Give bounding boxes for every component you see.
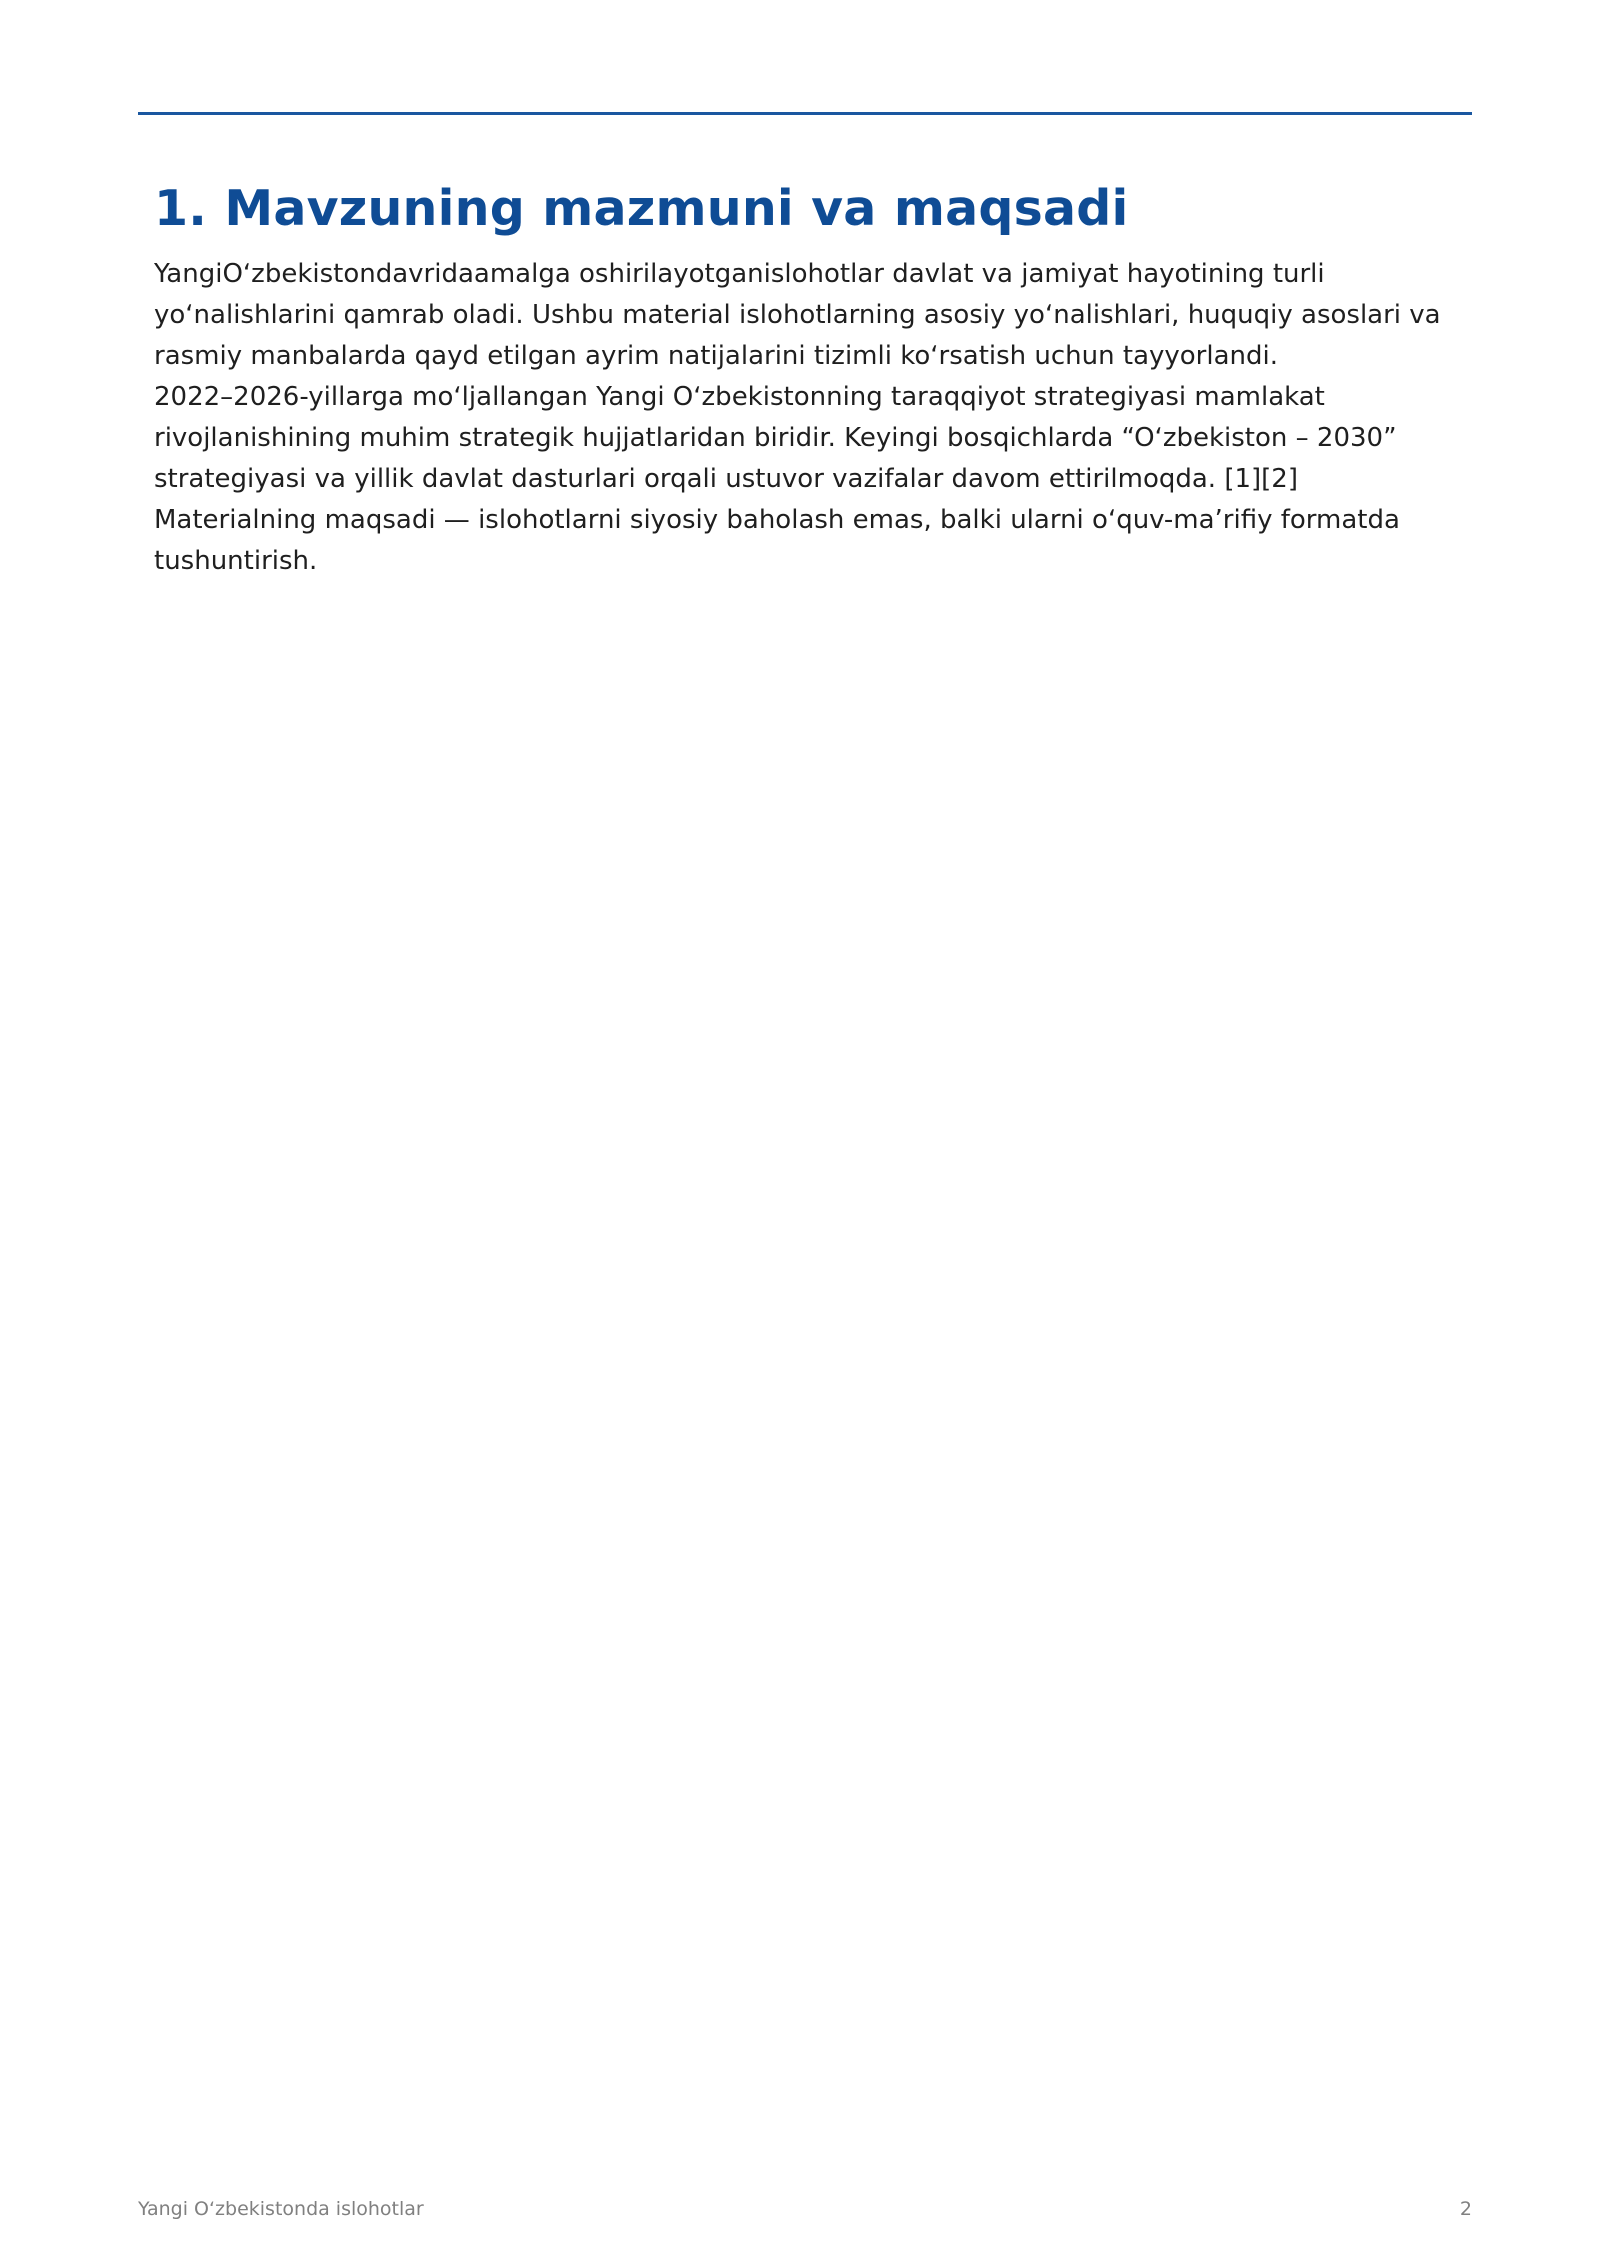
header-rule — [138, 112, 1472, 115]
paragraph-strategy: 2022–2026-yillarga moʻljallangan Yangi Oʻzbekistonning taraqqiyot strategiyasi mamlakat rivojlanishining muhim strategik hujjatlaridan biridir. Keyingi bosqichlarda “Oʻzbekiston – 2030” strategiyasi va yillik davlat dasturlari orqali ustuvor vazifalar davom ettirilmoqda. [1][2] — [154, 382, 1397, 494]
section-heading: 1. Mavzuning mazmuni va maqsadi — [154, 180, 1129, 237]
body-text — [154, 254, 1464, 582]
footer-title: Yangi Oʻzbekistonda islohotlar — [138, 2198, 424, 2220]
page-footer — [138, 2198, 1472, 2228]
paragraph-intro: YangiOʻzbekistondavridaamalga oshirilayotganislohotlar davlat va jamiyat hayotining turli yoʻnalishlarini qamrab oladi. Ushbu material islohotlarning asosiy yoʻnalishlari, huquqiy asoslari va rasmiy manbalarda qayd etilgan ayrim natijalarini tizimli koʻrsatish uchun tayyorlandi. — [154, 259, 1441, 371]
page-number: 2 — [1459, 2198, 1472, 2220]
paragraph-purpose: Materialning maqsadi — islohotlarni siyosiy baholash emas, balki ularni oʻquv-maʼrifiy formatda tushuntirish. — [154, 505, 1400, 576]
main-content — [154, 178, 1464, 582]
